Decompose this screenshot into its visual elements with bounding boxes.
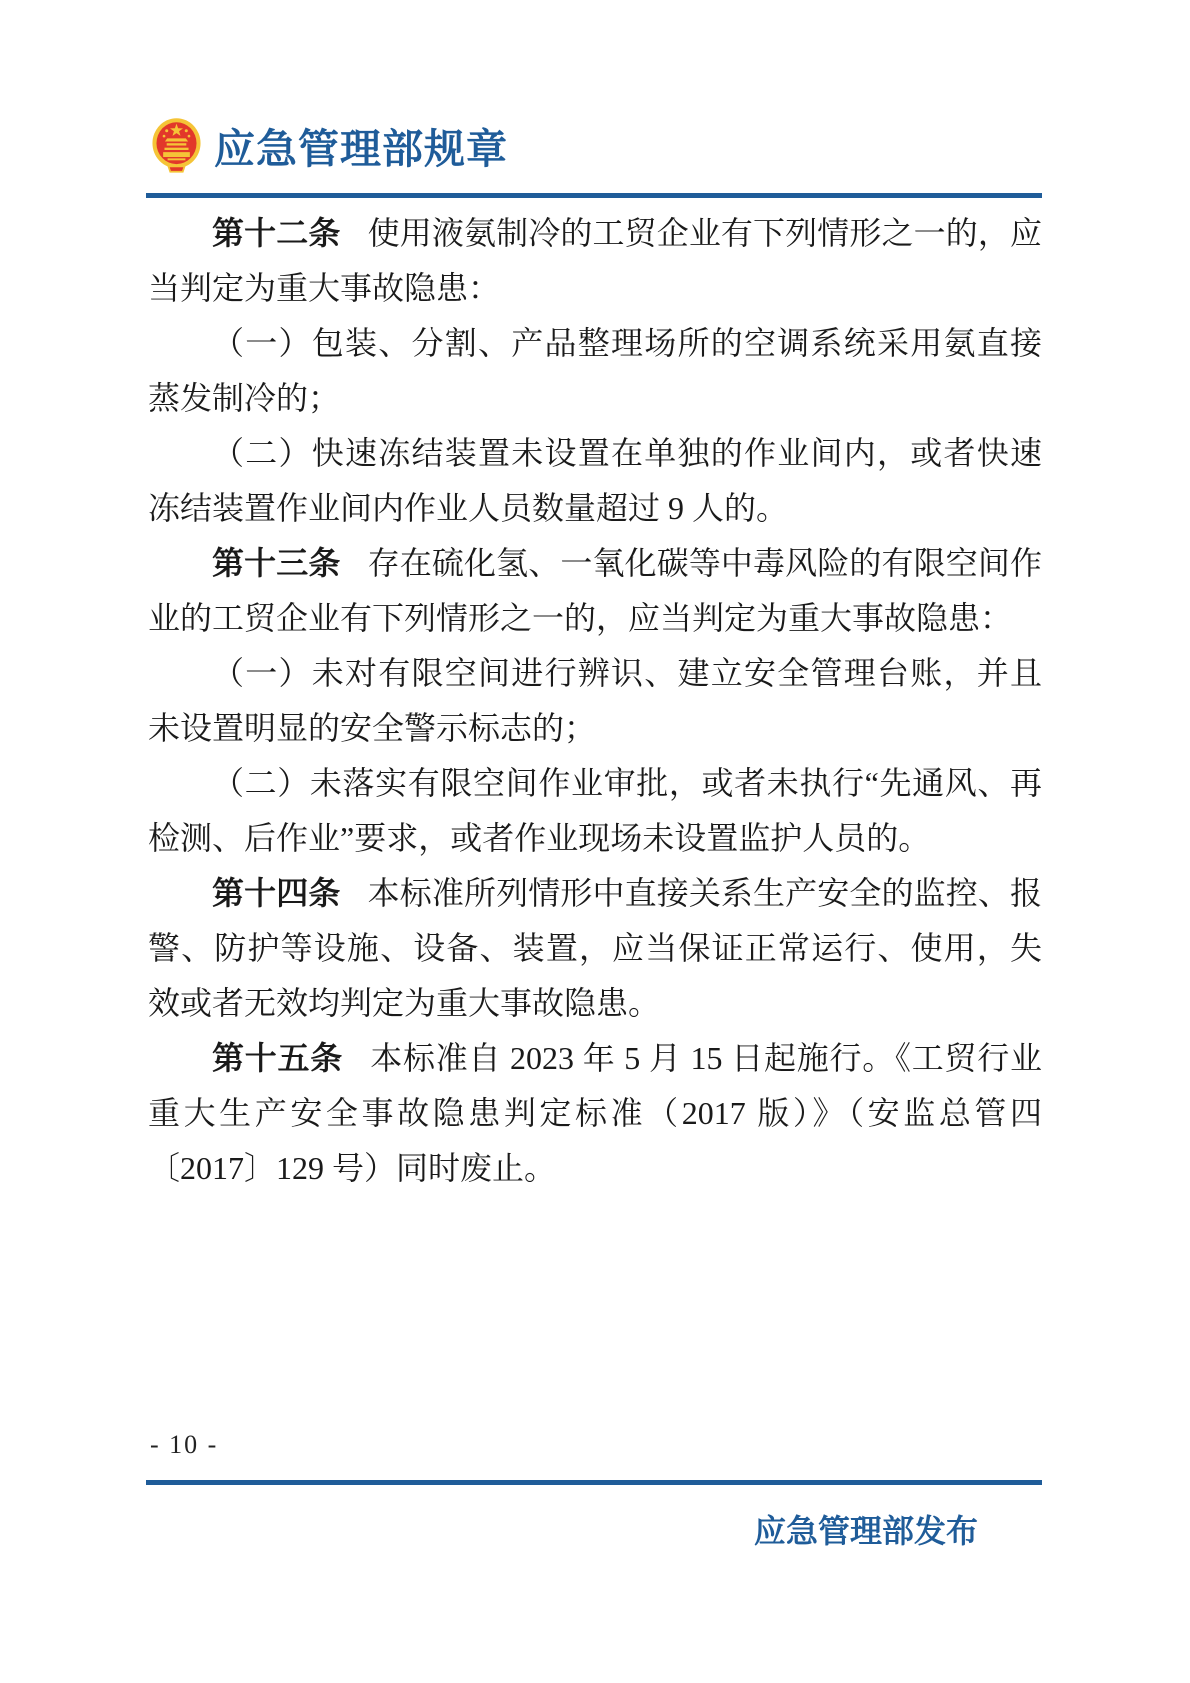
body-paragraph: [148, 316, 1042, 426]
footer-divider: [146, 1480, 1042, 1485]
body-paragraph: [148, 536, 1042, 646]
paragraph-text: 本标准所列情形中直接关系生产安全的监控、报警、防护等设施、设备、装置，应当保证正常运行、使用，失效或者无效均判定为重大事故隐患。: [148, 875, 1042, 1021]
paragraph-text: 本标准自 2023 年 5 月 15 日起施行。《工贸行业重大生产安全事故隐患判定标准（2017 版）》（安监总管四〔2017〕129 号）同时废止。: [148, 1040, 1042, 1186]
article-number: 第十二条: [212, 215, 341, 251]
body-paragraph: [148, 206, 1042, 316]
article-number: 第十五条: [212, 1040, 344, 1076]
body-paragraph: [148, 756, 1042, 866]
page-number: - 10 -: [150, 1430, 219, 1459]
article-number: 第十四条: [212, 875, 341, 911]
publisher-label: 应急管理部发布: [753, 1513, 978, 1549]
body-paragraph: [148, 426, 1042, 536]
header-divider: [146, 193, 1042, 198]
article-number: 第十三条: [212, 545, 341, 581]
header-title: 应急管理部规章: [214, 125, 508, 172]
document-body: [148, 206, 1042, 1196]
page-header: [148, 114, 1042, 176]
national-emblem-icon: [148, 115, 205, 175]
body-paragraph: [148, 1031, 1042, 1196]
body-paragraph: [148, 646, 1042, 756]
paragraph-text: 使用液氨制冷的工贸企业有下列情形之一的，应当判定为重大事故隐患：: [148, 215, 1042, 306]
body-paragraph: [148, 866, 1042, 1031]
paragraph-text: （一）包装、分割、产品整理场所的空调系统采用氨直接蒸发制冷的；: [148, 325, 1042, 416]
paragraph-text: 存在硫化氢、一氧化碳等中毒风险的有限空间作业的工贸企业有下列情形之一的，应当判定为重大事故隐患：: [148, 545, 1042, 636]
paragraph-text: （二）未落实有限空间作业审批，或者未执行“先通风、再检测、后作业”要求，或者作业现场未设置监护人员的。: [148, 765, 1042, 856]
paragraph-text: （二）快速冻结装置未设置在单独的作业间内，或者快速冻结装置作业间内作业人员数量超过 9 人的。: [148, 435, 1042, 526]
paragraph-text: （一）未对有限空间进行辨识、建立安全管理台账，并且未设置明显的安全警示标志的；: [148, 655, 1042, 746]
